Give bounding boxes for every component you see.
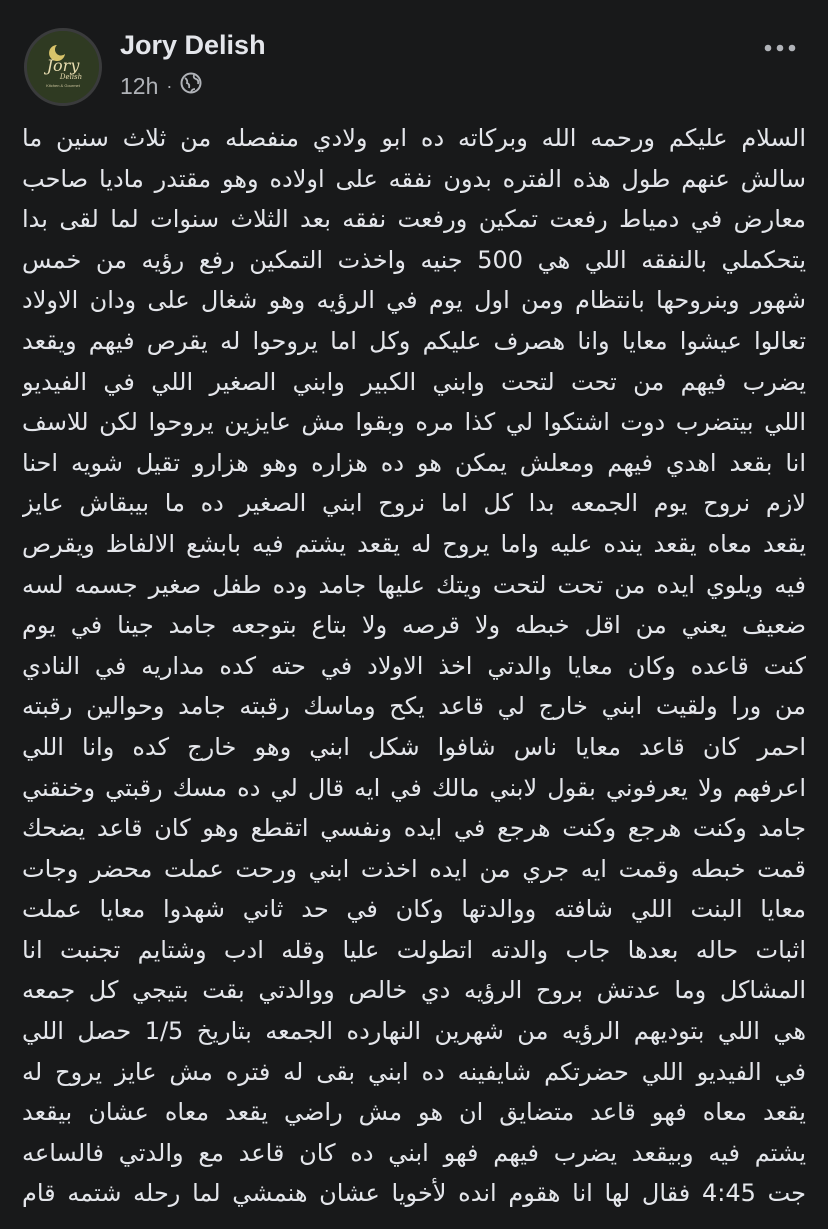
page-avatar[interactable] (24, 28, 102, 106)
post-line: يتحكملي بالنفقه اللي هي 500 جنيه واخذت التمكين رفع رؤيه من خمس (22, 245, 806, 274)
post-line: فيه ويلوي ايده من تحت لتحت ويتك عليها جامد وده طفل صغير جسمه لسه (22, 570, 806, 599)
meta-separator: · (166, 75, 173, 96)
avatar-logo (27, 31, 99, 103)
post-line: في الفيديو اللي حضرتكم شايفينه ده ابني بقى له فتره مش عايز يروح له (22, 1057, 806, 1086)
post-line: اللي بيتضرب دوت اشتكوا لي كذا مره وبقوا مش عايزين يروحوا لكن للاسف (22, 408, 806, 437)
post-line: يقعد معاه يقعد ينده عليه واما يروح له يقعد يشتم فيه بابشع الالفاظ ويقرص (22, 529, 806, 558)
post-line: جت 4:45 فقال لها انا هقوم انده لأخويا عشان هنمشي لما رحله شتمه قام (22, 1179, 806, 1208)
post-meta (120, 72, 202, 100)
avatar-brand: Jory (46, 56, 80, 75)
post-timestamp[interactable]: 12h (120, 72, 159, 99)
post-line: يضرب فيهم من تحت لتحت وابني الكبير وابني الصغير اللي في الفيديو (22, 367, 806, 396)
post-line: سالش عنهم طول هذه الفتره بدون نفقه على اولاده وهو مقتدر ماديا صاحب (22, 164, 806, 193)
post-line: السلام عليكم ورحمه الله وبركاته ده ابو ولادي منفصله من ثلاث سنين ما (22, 124, 806, 152)
avatar-tagline: Kitchen & Gourmet (46, 83, 80, 88)
post-line: هي اللي بتوديهم الرؤيه من شهرين النهارده الجمعه بتاريخ 1/5 حصل اللي (22, 1017, 806, 1046)
post-line: شهور وبنروحها بانتظام ومن اول يوم في الرؤيه وهو شغال على ودان الاولاد (22, 286, 806, 315)
post-line: اثبات حاله بعدها جاب والدته اتطولت عليا وقله ادب وشتايم تجنبت انا (22, 935, 806, 964)
avatar-brand-sub: Delish (59, 73, 83, 81)
post-line: المشاكل وما عدتش بروح الرؤيه دي خالص ووالدتي بقت بتيجي كل جمعه (22, 976, 806, 1005)
post-header (0, 0, 828, 110)
post-body (22, 118, 806, 1214)
globe-icon[interactable] (180, 72, 202, 100)
post-line: جامد وكنت هرجع وكنت هرجع في ايده ونفسي اتقطع وهو كان قاعد يضحك (22, 814, 806, 843)
post-line: اعرفهم ولا يعرفوني بقول لابني مالك في ايه قال لي ده مسك رقبتي وخنقني (22, 773, 806, 802)
post-line: معارض في دمياط رفعت تمكين ورفعت نفقه بعد الثلاث سنوات لما لقى بدا (22, 205, 806, 234)
post-line: يشتم فيه وبيقعد يضرب فيهم فهو ابني ده كان قاعد مع والدتي فالساعه (22, 1138, 806, 1167)
post-line: لازم نروح يوم الجمعه بدا كل اما نروح ابني الصغير ده ما بيبقاش عايز (22, 489, 806, 518)
post-line: معايا البنت اللي شافته ووالدتها وكان في حد ثاني شهدوا معايا عملت (22, 895, 806, 924)
author-name[interactable]: Jory Delish (120, 30, 266, 60)
post-line: انا بقعد اهدي فيهم ومعلش يمكن هو ده هزاره وهو هزارو تقيل شويه احنا (22, 448, 806, 477)
post-line: احمر كان قاعد معايا ناس شافوا شكل ابني وهو خارج كده وانا اللي (22, 732, 806, 761)
post-line: ضعيف يعني من اقل خبطه ولا قرصه ولا بتاع بتوجعه جامد جينا في يوم (22, 611, 806, 640)
post-line: قمت خبطه وقمت ايه جري من ايده اخذت ابني ورحت عملت محضر وجات (22, 854, 806, 883)
post-line: تعالوا عيشوا معايا وانا هصرف عليكم وكل اما يروحوا له يقرص فيهم ويقعد (22, 326, 806, 355)
post-line: كنت قاعده وكان معايا والدتي اخذ الاولاد في حته كده مداريه في النادي (22, 651, 806, 680)
post-line: يقعد معاه فهو قاعد متضايق ان هو مش راضي يقعد معاه عشان بيقعد (22, 1098, 806, 1127)
post-line: من ورا ولقيت ابني خارج لي قاعد يكح وماسك رقبته جامد وحوالين رقبته (22, 692, 806, 721)
more-options-icon[interactable] (760, 36, 800, 60)
